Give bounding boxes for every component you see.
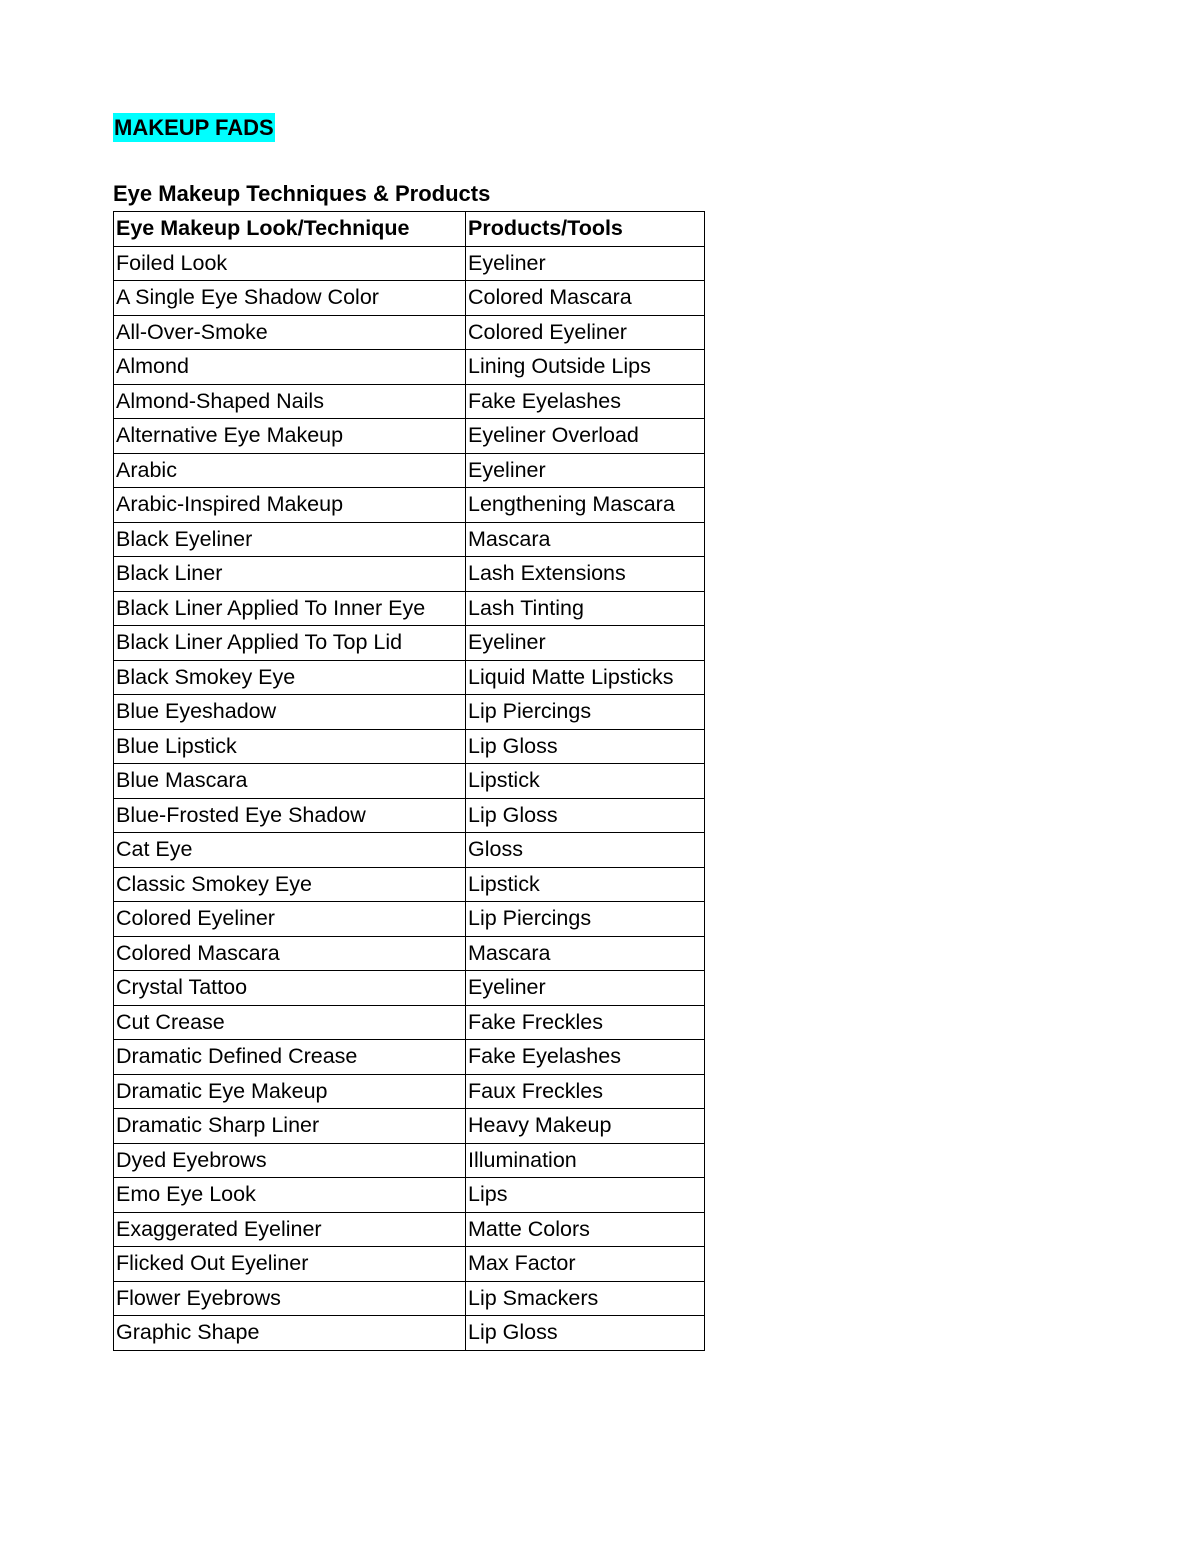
- product-cell: Lip Piercings: [466, 695, 705, 730]
- table-row: [114, 315, 705, 350]
- product-cell: Lip Gloss: [466, 1316, 705, 1351]
- technique-cell: Blue Mascara: [114, 764, 466, 799]
- product-cell: Lipstick: [466, 867, 705, 902]
- makeup-fads-table: [113, 211, 705, 1351]
- technique-cell: Flicked Out Eyeliner: [114, 1247, 466, 1282]
- table-row: [114, 350, 705, 385]
- technique-cell: All-Over-Smoke: [114, 315, 466, 350]
- product-cell: Eyeliner: [466, 246, 705, 281]
- table-row: [114, 1316, 705, 1351]
- table-row: [114, 729, 705, 764]
- technique-cell: Dramatic Eye Makeup: [114, 1074, 466, 1109]
- product-cell: Lip Gloss: [466, 729, 705, 764]
- product-cell: Eyeliner: [466, 971, 705, 1006]
- technique-cell: Black Liner: [114, 557, 466, 592]
- table-row: [114, 936, 705, 971]
- table-row: [114, 1178, 705, 1213]
- product-cell: Mascara: [466, 936, 705, 971]
- technique-cell: Blue-Frosted Eye Shadow: [114, 798, 466, 833]
- technique-cell: Flower Eyebrows: [114, 1281, 466, 1316]
- table-row: [114, 557, 705, 592]
- technique-cell: Alternative Eye Makeup: [114, 419, 466, 454]
- technique-cell: Arabic: [114, 453, 466, 488]
- table-row: [114, 1109, 705, 1144]
- product-cell: Lash Tinting: [466, 591, 705, 626]
- table-header-row: [114, 212, 705, 247]
- technique-cell: Almond: [114, 350, 466, 385]
- technique-cell: Crystal Tattoo: [114, 971, 466, 1006]
- technique-cell: Classic Smokey Eye: [114, 867, 466, 902]
- technique-cell: Black Liner Applied To Top Lid: [114, 626, 466, 661]
- product-cell: Fake Eyelashes: [466, 1040, 705, 1075]
- column-header-technique: Eye Makeup Look/Technique: [114, 212, 466, 247]
- product-cell: Illumination: [466, 1143, 705, 1178]
- product-cell: Lips: [466, 1178, 705, 1213]
- table-row: [114, 453, 705, 488]
- technique-cell: Blue Eyeshadow: [114, 695, 466, 730]
- product-cell: Max Factor: [466, 1247, 705, 1282]
- technique-cell: A Single Eye Shadow Color: [114, 281, 466, 316]
- table-row: [114, 591, 705, 626]
- technique-cell: Black Liner Applied To Inner Eye: [114, 591, 466, 626]
- technique-cell: Foiled Look: [114, 246, 466, 281]
- technique-cell: Cut Crease: [114, 1005, 466, 1040]
- document-title: MAKEUP FADS: [114, 115, 274, 140]
- technique-cell: Exaggerated Eyeliner: [114, 1212, 466, 1247]
- technique-cell: Dramatic Sharp Liner: [114, 1109, 466, 1144]
- technique-cell: Black Smokey Eye: [114, 660, 466, 695]
- table-row: [114, 867, 705, 902]
- table-row: [114, 833, 705, 868]
- product-cell: Colored Eyeliner: [466, 315, 705, 350]
- table-row: [114, 902, 705, 937]
- product-cell: Colored Mascara: [466, 281, 705, 316]
- table-row: [114, 384, 705, 419]
- table-row: [114, 1281, 705, 1316]
- table-row: [114, 1143, 705, 1178]
- table-row: [114, 626, 705, 661]
- column-header-products: Products/Tools: [466, 212, 705, 247]
- product-cell: Eyeliner: [466, 626, 705, 661]
- product-cell: Lip Gloss: [466, 798, 705, 833]
- product-cell: Lining Outside Lips: [466, 350, 705, 385]
- product-cell: Gloss: [466, 833, 705, 868]
- product-cell: Faux Freckles: [466, 1074, 705, 1109]
- technique-cell: Arabic-Inspired Makeup: [114, 488, 466, 523]
- table-row: [114, 1040, 705, 1075]
- table-row: [114, 1005, 705, 1040]
- table-row: [114, 971, 705, 1006]
- table-row: [114, 1212, 705, 1247]
- product-cell: Matte Colors: [466, 1212, 705, 1247]
- product-cell: Lash Extensions: [466, 557, 705, 592]
- table-body: [114, 246, 705, 1350]
- technique-cell: Dyed Eyebrows: [114, 1143, 466, 1178]
- product-cell: Liquid Matte Lipsticks: [466, 660, 705, 695]
- technique-cell: Colored Mascara: [114, 936, 466, 971]
- product-cell: Lip Piercings: [466, 902, 705, 937]
- product-cell: Lipstick: [466, 764, 705, 799]
- table-row: [114, 246, 705, 281]
- product-cell: Eyeliner Overload: [466, 419, 705, 454]
- product-cell: Heavy Makeup: [466, 1109, 705, 1144]
- section-heading: Eye Makeup Techniques & Products: [113, 181, 491, 206]
- technique-cell: Blue Lipstick: [114, 729, 466, 764]
- table-row: [114, 419, 705, 454]
- technique-cell: Cat Eye: [114, 833, 466, 868]
- product-cell: Mascara: [466, 522, 705, 557]
- technique-cell: Emo Eye Look: [114, 1178, 466, 1213]
- table-row: [114, 1074, 705, 1109]
- technique-cell: Graphic Shape: [114, 1316, 466, 1351]
- product-cell: Lip Smackers: [466, 1281, 705, 1316]
- table-row: [114, 522, 705, 557]
- table-row: [114, 660, 705, 695]
- technique-cell: Almond-Shaped Nails: [114, 384, 466, 419]
- table-row: [114, 798, 705, 833]
- product-cell: Fake Eyelashes: [466, 384, 705, 419]
- table-row: [114, 281, 705, 316]
- technique-cell: Dramatic Defined Crease: [114, 1040, 466, 1075]
- technique-cell: Colored Eyeliner: [114, 902, 466, 937]
- table-row: [114, 488, 705, 523]
- product-cell: Lengthening Mascara: [466, 488, 705, 523]
- product-cell: Fake Freckles: [466, 1005, 705, 1040]
- product-cell: Eyeliner: [466, 453, 705, 488]
- table-row: [114, 1247, 705, 1282]
- technique-cell: Black Eyeliner: [114, 522, 466, 557]
- table-row: [114, 764, 705, 799]
- table-row: [114, 695, 705, 730]
